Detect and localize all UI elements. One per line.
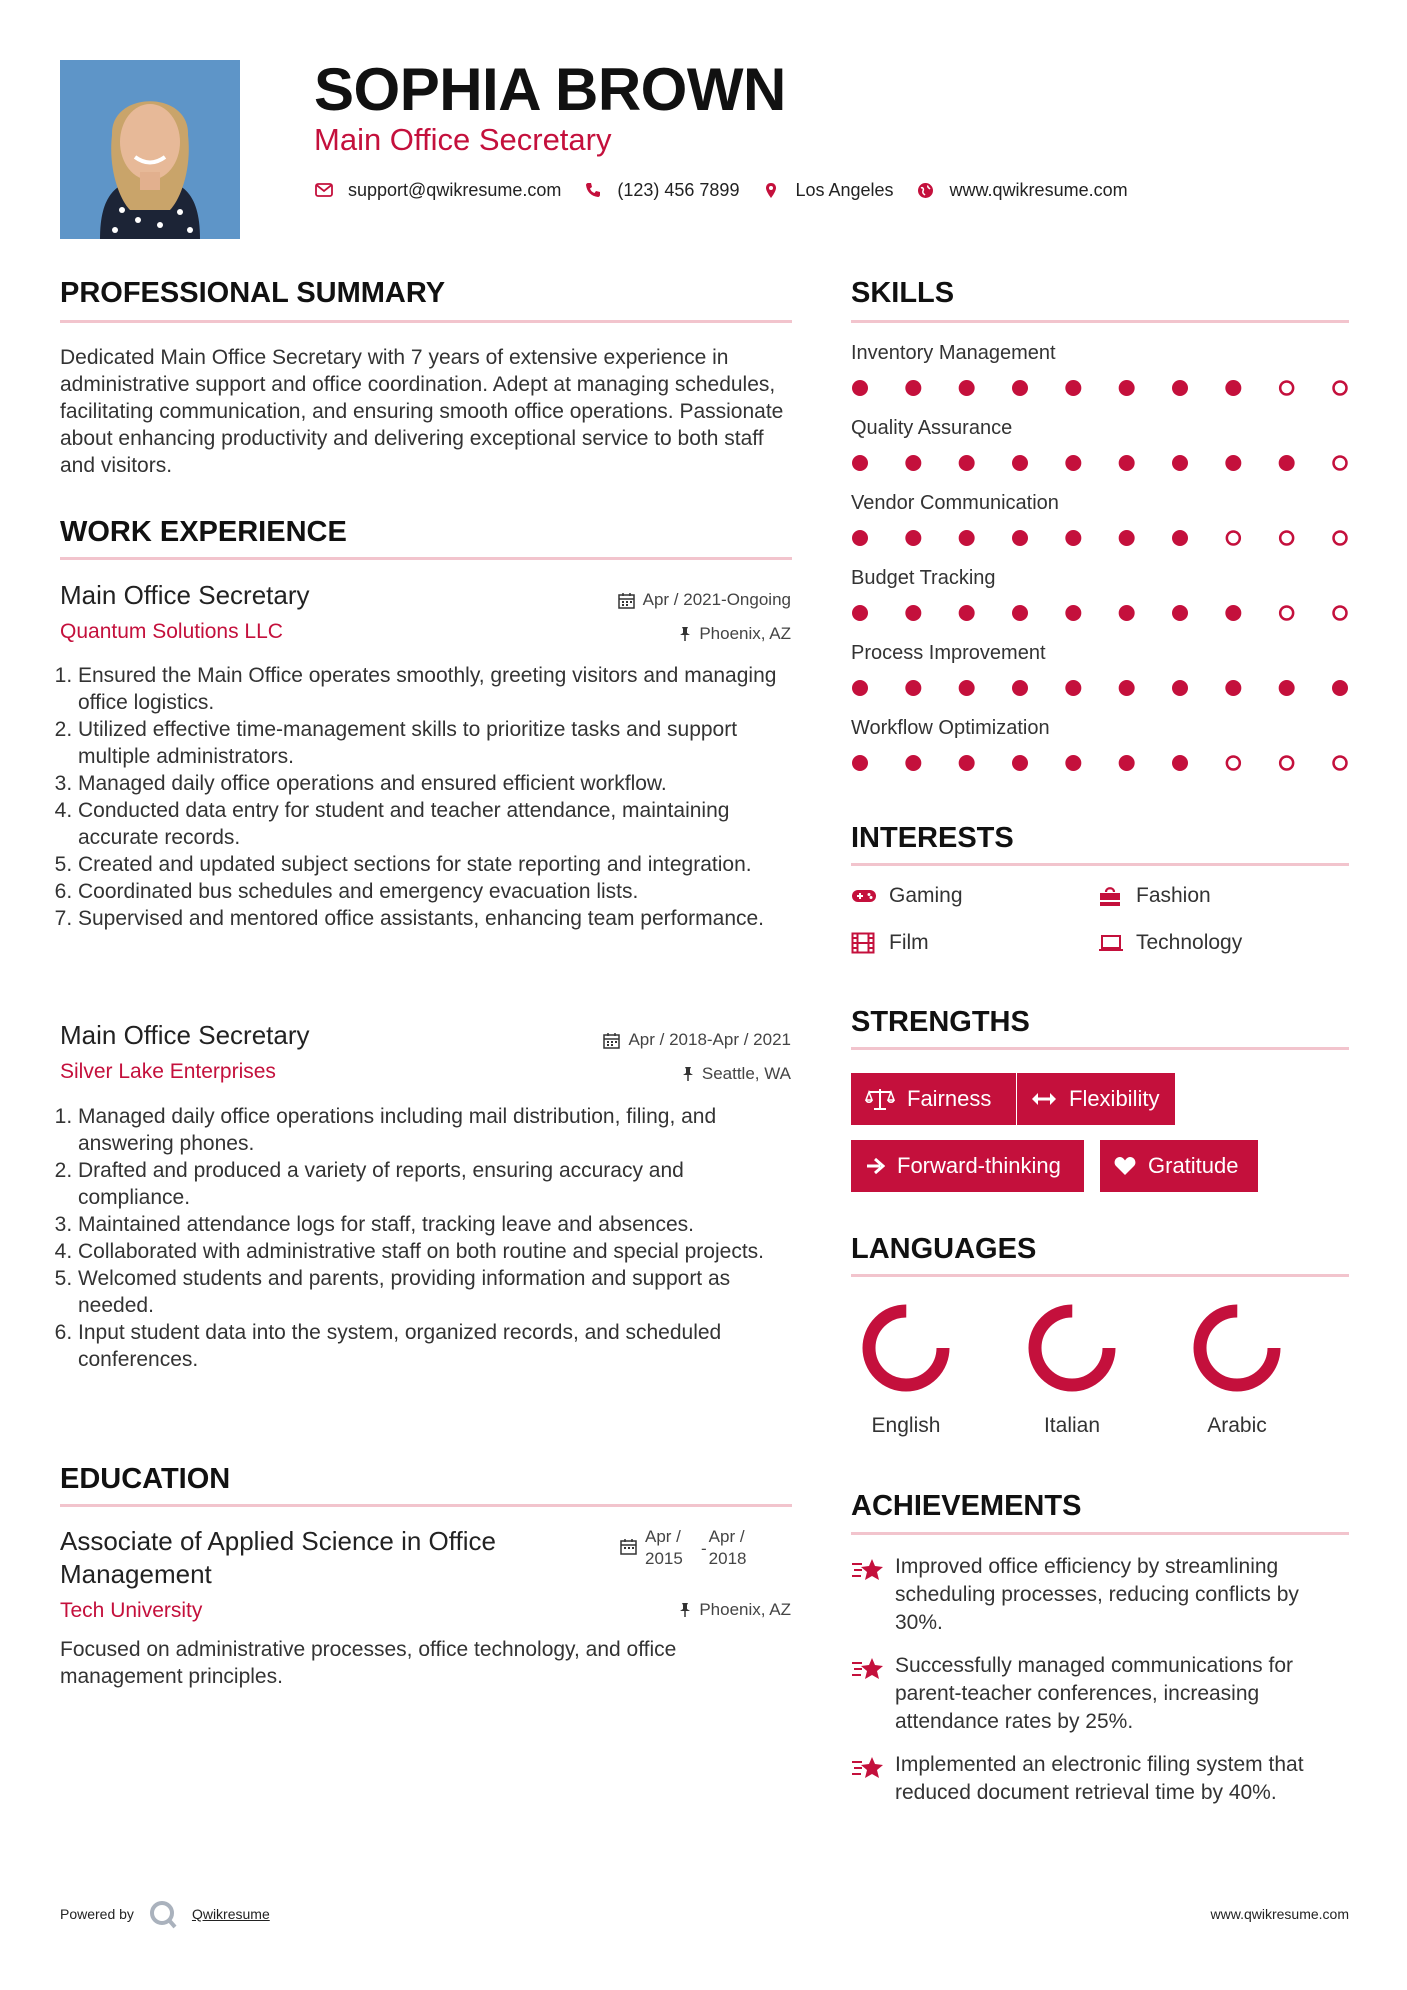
pushpin-icon bbox=[679, 626, 691, 642]
list-item: 3. Maintained attendance logs for staff, tracking leave and absences. bbox=[78, 1211, 800, 1238]
arrows-horizontal-icon bbox=[1031, 1092, 1057, 1106]
interests-heading: INTERESTS bbox=[851, 822, 1014, 854]
language-level-ring bbox=[1022, 1298, 1122, 1398]
education-date-start: Apr / 2015 bbox=[645, 1527, 683, 1568]
rating-dot-filled bbox=[905, 605, 921, 621]
skill-name: Budget Tracking bbox=[851, 567, 996, 589]
rating-dot-filled bbox=[1012, 380, 1028, 396]
language-level-ring bbox=[1187, 1298, 1287, 1398]
rating-dot-filled bbox=[852, 680, 868, 696]
language-name: Italian bbox=[1043, 1414, 1101, 1437]
rating-dot-empty bbox=[1334, 532, 1347, 545]
job-dates bbox=[618, 589, 791, 611]
achievements-divider bbox=[851, 1532, 1349, 1535]
rating-dot-empty bbox=[1334, 757, 1347, 770]
experience-heading: WORK EXPERIENCE bbox=[60, 516, 347, 548]
strengths-heading: STRENGTHS bbox=[851, 1006, 1030, 1038]
rating-dot-filled bbox=[1332, 680, 1348, 696]
job-dates-text: Apr / 2018-Apr / 2021 bbox=[628, 1030, 791, 1049]
skill-rating bbox=[851, 453, 1349, 473]
languages-divider bbox=[851, 1274, 1349, 1277]
summary-text: Dedicated Main Office Secretary with 7 years of extensive experience in administrative support and office coordination. Adept at managing schedules, facilitating communication, and ensuring smooth office operations. Passionate about enhancing productivity and delivering exceptional service to both staff and visitors. bbox=[60, 346, 784, 477]
skill-name: Inventory Management bbox=[851, 342, 1056, 364]
interest-label: Technology bbox=[1136, 931, 1243, 954]
rating-dot-filled bbox=[1065, 755, 1081, 771]
interest-technology bbox=[1098, 930, 1242, 956]
globe-icon bbox=[916, 180, 936, 200]
achievement-item bbox=[851, 1652, 1351, 1736]
shooting-star-icon bbox=[851, 1751, 895, 1807]
rating-dot-filled bbox=[959, 755, 975, 771]
rating-dot-filled bbox=[1279, 455, 1295, 471]
degree-title: Associate of Applied Science in Office Management bbox=[60, 1526, 496, 1589]
rating-dot-empty bbox=[1280, 532, 1293, 545]
rating-dot-filled bbox=[852, 605, 868, 621]
list-item: 6. Coordinated bus schedules and emergency evacuation lists. bbox=[78, 878, 800, 905]
job-dates bbox=[603, 1029, 791, 1051]
rating-dot-filled bbox=[1172, 605, 1188, 621]
rating-dot-filled bbox=[959, 455, 975, 471]
pushpin-icon bbox=[682, 1066, 694, 1082]
skill-name: Vendor Communication bbox=[851, 492, 1059, 514]
rating-dot-filled bbox=[1012, 605, 1028, 621]
candidate-title: Main Office Secretary bbox=[314, 122, 612, 157]
arrow-right-icon bbox=[865, 1157, 885, 1175]
skill-name: Process Improvement bbox=[851, 642, 1046, 664]
rating-dot-filled bbox=[852, 455, 868, 471]
education-date-end: Apr / 2018 bbox=[708, 1527, 747, 1568]
rating-dot-empty bbox=[1280, 757, 1293, 770]
film-icon bbox=[851, 931, 879, 955]
job-title: Main Office Secretary bbox=[60, 580, 310, 610]
skill-name: Workflow Optimization bbox=[851, 717, 1050, 739]
rating-dot-filled bbox=[1279, 680, 1295, 696]
strength-label: Flexibility bbox=[1069, 1086, 1160, 1111]
list-item: 4. Conducted data entry for student and teacher attendance, maintaining accurate records. bbox=[78, 797, 800, 851]
job-location-text: Phoenix, AZ bbox=[699, 624, 791, 643]
rating-dot-filled bbox=[1119, 605, 1135, 621]
map-pin-icon bbox=[761, 180, 781, 200]
strength-fairness bbox=[851, 1073, 1016, 1125]
rating-dot-filled bbox=[959, 530, 975, 546]
rating-dot-filled bbox=[1065, 380, 1081, 396]
list-item: 2. Drafted and produced a variety of reports, ensuring accuracy and compliance. bbox=[78, 1157, 800, 1211]
job-location-text: Seattle, WA bbox=[701, 1064, 791, 1083]
education-location bbox=[679, 1599, 791, 1621]
rating-dot-filled bbox=[1225, 380, 1241, 396]
job-title: Main Office Secretary bbox=[60, 1020, 310, 1050]
rating-dot-filled bbox=[852, 380, 868, 396]
interest-film bbox=[851, 930, 929, 956]
interest-label: Gaming bbox=[889, 884, 963, 907]
rating-dot-filled bbox=[905, 530, 921, 546]
skills-heading: SKILLS bbox=[851, 277, 955, 309]
achievement-text: Successfully managed communications for parent-teacher conferences, increasing attendance rates by 25%. bbox=[895, 1654, 1294, 1733]
school-name: Tech University bbox=[60, 1599, 203, 1622]
rating-dot-filled bbox=[1065, 530, 1081, 546]
rating-dot-filled bbox=[1172, 455, 1188, 471]
strength-flexibility bbox=[1017, 1073, 1175, 1125]
shooting-star-icon bbox=[851, 1652, 895, 1736]
rating-dot-filled bbox=[852, 755, 868, 771]
skills-divider bbox=[851, 320, 1349, 323]
skill-name: Quality Assurance bbox=[851, 417, 1013, 439]
language-level-arc bbox=[1035, 1311, 1109, 1385]
rating-dot-filled bbox=[959, 680, 975, 696]
footer-powered-by bbox=[60, 1899, 270, 1929]
strength-forward-thinking bbox=[851, 1140, 1084, 1192]
footer-url[interactable]: www.qwikresume.com bbox=[1210, 1906, 1349, 1922]
experience-divider bbox=[60, 557, 792, 560]
rating-dot-filled bbox=[1012, 530, 1028, 546]
rating-dot-empty bbox=[1334, 607, 1347, 620]
rating-dot-empty bbox=[1280, 607, 1293, 620]
job-duties-list bbox=[60, 662, 800, 932]
shopping-bag-icon bbox=[1098, 884, 1126, 908]
qwikresume-link[interactable]: Qwikresume bbox=[191, 1906, 270, 1922]
rating-dot-empty bbox=[1227, 757, 1240, 770]
job-location bbox=[679, 623, 791, 645]
achievement-item bbox=[851, 1751, 1351, 1807]
gamepad-icon bbox=[851, 884, 879, 908]
education-description: Focused on administrative processes, office technology, and office management principles. bbox=[60, 1638, 677, 1688]
contact-phone[interactable] bbox=[583, 178, 739, 202]
heart-icon bbox=[1114, 1156, 1136, 1176]
list-item: 2. Utilized effective time-management skills to prioritize tasks and support multiple administrators. bbox=[78, 716, 800, 770]
contact-location-text: Los Angeles bbox=[795, 180, 894, 200]
language-level-arc bbox=[1200, 1311, 1274, 1385]
rating-dot-filled bbox=[1119, 380, 1135, 396]
list-item: 1. Ensured the Main Office operates smoothly, greeting visitors and managing office logistics. bbox=[78, 662, 800, 716]
strength-gratitude bbox=[1100, 1140, 1258, 1192]
rating-dot-filled bbox=[1225, 680, 1241, 696]
rating-dot-filled bbox=[905, 755, 921, 771]
skill-rating bbox=[851, 378, 1349, 398]
rating-dot-filled bbox=[1012, 455, 1028, 471]
rating-dot-filled bbox=[1225, 455, 1241, 471]
rating-dot-filled bbox=[959, 605, 975, 621]
calendar-icon bbox=[618, 592, 635, 609]
calendar-icon bbox=[603, 1032, 620, 1049]
envelope-icon bbox=[314, 180, 334, 200]
language-name: English bbox=[871, 1414, 941, 1437]
education-divider bbox=[60, 1504, 792, 1507]
interest-label: Fashion bbox=[1136, 884, 1211, 907]
rating-dot-filled bbox=[1012, 680, 1028, 696]
powered-by-label: Powered by bbox=[60, 1906, 134, 1922]
skill-rating bbox=[851, 603, 1349, 623]
rating-dot-filled bbox=[905, 455, 921, 471]
phone-icon bbox=[583, 180, 603, 200]
interest-gaming bbox=[851, 883, 963, 909]
list-item: 1. Managed daily office operations including mail distribution, filing, and answering phones. bbox=[78, 1103, 800, 1157]
list-item: 5. Welcomed students and parents, providing information and support as needed. bbox=[78, 1265, 800, 1319]
list-item: 5. Created and updated subject sections for state reporting and integration. bbox=[78, 851, 800, 878]
shooting-star-icon bbox=[851, 1553, 895, 1637]
strengths-divider bbox=[851, 1047, 1349, 1050]
company-name: Silver Lake Enterprises bbox=[60, 1060, 276, 1083]
skill-rating bbox=[851, 753, 1349, 773]
rating-dot-filled bbox=[1225, 605, 1241, 621]
interests-divider bbox=[851, 863, 1349, 866]
job-dates-text: Apr / 2021-Ongoing bbox=[642, 590, 791, 609]
contact-email[interactable] bbox=[314, 178, 561, 202]
rating-dot-filled bbox=[1012, 755, 1028, 771]
rating-dot-filled bbox=[1065, 605, 1081, 621]
job-duties-list bbox=[60, 1103, 800, 1373]
strength-label: Fairness bbox=[907, 1086, 992, 1111]
rating-dot-filled bbox=[1172, 380, 1188, 396]
balance-scale-icon bbox=[865, 1087, 895, 1111]
languages-heading: LANGUAGES bbox=[851, 1233, 1037, 1265]
contact-website-text: www.qwikresume.com bbox=[949, 180, 1128, 200]
summary-divider bbox=[60, 320, 792, 323]
language-name: Arabic bbox=[1207, 1414, 1267, 1437]
education-date-separator: - bbox=[701, 1539, 707, 1558]
pushpin-icon bbox=[679, 1602, 691, 1618]
candidate-name: SOPHIA BROWN bbox=[314, 56, 786, 123]
job-location bbox=[682, 1063, 791, 1085]
rating-dot-filled bbox=[1172, 755, 1188, 771]
qwikresume-logo-icon bbox=[148, 1899, 178, 1929]
rating-dot-empty bbox=[1227, 532, 1240, 545]
list-item: 3. Managed daily office operations and ensured efficient workflow. bbox=[78, 770, 800, 797]
rating-dot-filled bbox=[905, 680, 921, 696]
rating-dot-empty bbox=[1280, 382, 1293, 395]
laptop-icon bbox=[1098, 931, 1126, 955]
rating-dot-filled bbox=[1119, 680, 1135, 696]
achievement-text: Implemented an electronic filing system that reduced document retrieval time by 40%. bbox=[895, 1753, 1304, 1804]
education-heading: EDUCATION bbox=[60, 1463, 231, 1495]
profile-photo bbox=[60, 60, 240, 239]
rating-dot-filled bbox=[1172, 680, 1188, 696]
rating-dot-empty bbox=[1334, 457, 1347, 470]
rating-dot-filled bbox=[1119, 455, 1135, 471]
rating-dot-filled bbox=[1065, 455, 1081, 471]
summary-heading: PROFESSIONAL SUMMARY bbox=[60, 277, 446, 309]
rating-dot-filled bbox=[1065, 680, 1081, 696]
contact-website[interactable] bbox=[916, 178, 1128, 202]
language-level-arc bbox=[869, 1311, 943, 1385]
education-dates bbox=[620, 1526, 759, 1570]
contact-bar bbox=[314, 178, 1150, 202]
rating-dot-filled bbox=[1172, 530, 1188, 546]
skill-rating bbox=[851, 528, 1349, 548]
achievement-text: Improved office efficiency by streamlining scheduling processes, reducing conflicts by 30%. bbox=[895, 1555, 1299, 1634]
company-name: Quantum Solutions LLC bbox=[60, 620, 283, 643]
rating-dot-empty bbox=[1334, 382, 1347, 395]
skill-rating bbox=[851, 678, 1349, 698]
achievements-heading: ACHIEVEMENTS bbox=[851, 1490, 1082, 1522]
list-item: 6. Input student data into the system, organized records, and scheduled conferences. bbox=[78, 1319, 800, 1373]
language-level-ring bbox=[856, 1298, 956, 1398]
contact-email-text: support@qwikresume.com bbox=[348, 180, 562, 200]
list-item: 4. Collaborated with administrative staff on both routine and special projects. bbox=[78, 1238, 800, 1265]
rating-dot-filled bbox=[852, 530, 868, 546]
rating-dot-filled bbox=[1119, 530, 1135, 546]
list-item: 7. Supervised and mentored office assistants, enhancing team performance. bbox=[78, 905, 800, 932]
interest-fashion bbox=[1098, 883, 1211, 909]
strength-label: Forward-thinking bbox=[897, 1153, 1061, 1178]
rating-dot-filled bbox=[905, 380, 921, 396]
achievement-item bbox=[851, 1553, 1351, 1637]
interest-label: Film bbox=[889, 931, 929, 954]
contact-phone-text: (123) 456 7899 bbox=[617, 180, 740, 200]
rating-dot-filled bbox=[959, 380, 975, 396]
education-location-text: Phoenix, AZ bbox=[699, 1600, 791, 1619]
calendar-icon bbox=[620, 1526, 637, 1555]
rating-dot-filled bbox=[1119, 755, 1135, 771]
contact-location bbox=[761, 178, 893, 202]
strength-label: Gratitude bbox=[1148, 1153, 1239, 1178]
